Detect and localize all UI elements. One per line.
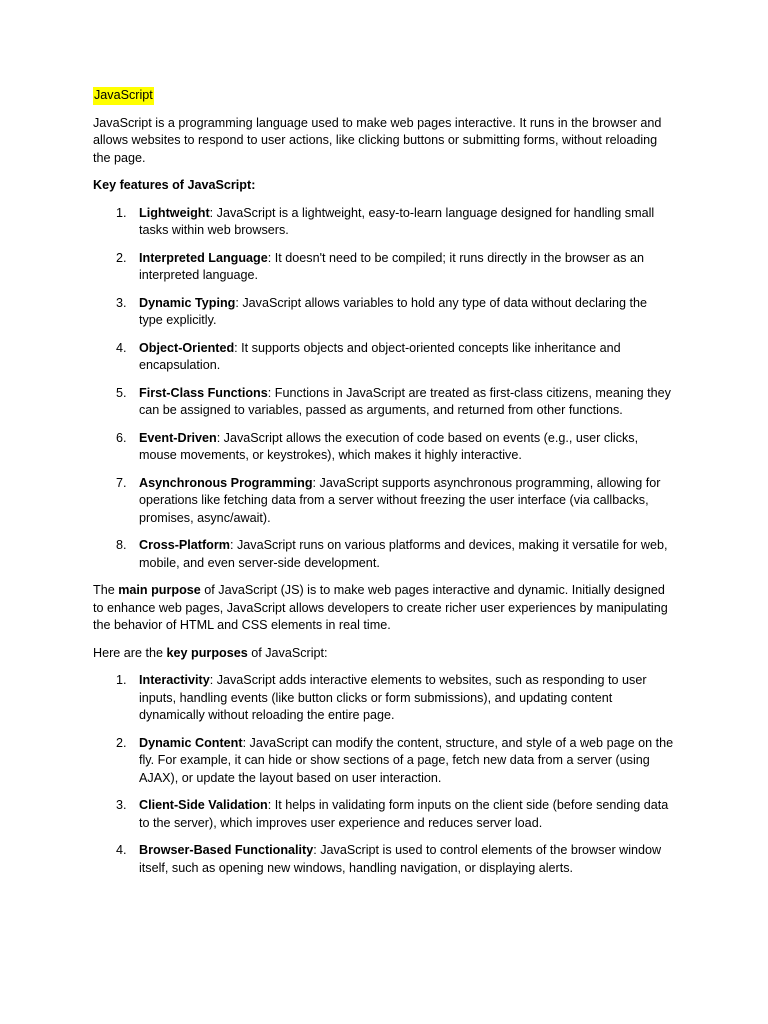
document-title: JavaScript — [93, 87, 154, 105]
purpose-term: Interactivity — [139, 673, 210, 687]
list-number: 1. — [116, 205, 127, 220]
list-item — [93, 537, 674, 572]
list-item — [93, 842, 674, 877]
list-number: 7. — [116, 475, 127, 490]
feature-term: Event-Driven — [139, 430, 217, 445]
list-number: 2. — [116, 250, 127, 265]
purpose-desc: : JavaScript adds interactive elements to websites, such as responding to user inputs, handling events (like button clicks or form submissions), and updating content dynamically without reloading the entire page. — [139, 673, 647, 722]
purposes-intro — [93, 645, 674, 663]
feature-desc: : It supports objects and object-oriented concepts like inheritance and encapsulation. — [139, 340, 621, 372]
list-number: 1. — [116, 673, 127, 687]
feature-desc: : Functions in JavaScript are treated as first-class citizens, meaning they can be assigned to variables, passed as arguments, and returned from other functions. — [139, 385, 671, 417]
feature-term: Lightweight — [139, 205, 210, 220]
main-purpose-bold: main purpose — [118, 583, 201, 597]
list-item — [93, 475, 674, 528]
text-run: of JavaScript (JS) is to make web pages interactive and dynamic. Initially designed to enhance web pages, JavaScript allows developers to create richer user experiences by manipulating the behavior of HTML and CSS elements in real time. — [93, 583, 668, 632]
feature-desc: : It doesn't need to be compiled; it runs directly in the browser as an interpreted language. — [139, 250, 644, 282]
text-run: The — [93, 583, 119, 597]
purpose-desc: : JavaScript is used to control elements of the browser window itself, such as opening new windows, handling navigation, or displaying alerts. — [139, 843, 662, 875]
intro-paragraph: JavaScript is a programming language used to make web pages interactive. It runs in the browser and allows websites to respond to user actions, like clicking buttons or submitting forms, without reloading the page. — [93, 115, 662, 165]
list-number: 3. — [116, 295, 127, 310]
feature-term: Asynchronous Programming — [139, 475, 313, 490]
feature-desc: : JavaScript allows variables to hold any type of data without declaring the type explicitly. — [139, 295, 647, 327]
features-heading: Key features of JavaScript: — [93, 178, 256, 192]
list-number: 8. — [116, 538, 127, 552]
list-item — [93, 430, 674, 465]
main-purpose-paragraph — [93, 582, 674, 635]
feature-term: First-Class Functions — [139, 385, 268, 400]
list-number: 4. — [116, 340, 127, 355]
feature-desc: : JavaScript runs on various platforms and devices, making it versatile for web, mobile, and even server-side development. — [139, 538, 668, 570]
list-item — [93, 797, 674, 832]
list-number: 4. — [116, 843, 127, 857]
key-purposes-bold: key purposes — [166, 645, 248, 660]
feature-term: Interpreted Language — [139, 250, 268, 265]
list-item — [93, 250, 674, 285]
feature-desc: : JavaScript allows the execution of code based on events (e.g., user clicks, mouse movements, or keystrokes), which makes it highly interactive. — [139, 430, 639, 462]
feature-term: Dynamic Typing — [139, 295, 236, 310]
list-item — [93, 385, 674, 420]
feature-term: Object-Oriented — [139, 340, 235, 355]
purpose-desc: : JavaScript can modify the content, structure, and style of a web page on the fly. For example, it can hide or show sections of a page, fetch new data from a server (using AJAX), or update the layout based on user interaction. — [139, 735, 674, 785]
feature-desc: : JavaScript supports asynchronous programming, allowing for operations like fetching data from a server without freezing the user interface (via callbacks, promises, async/await). — [139, 475, 661, 525]
list-item — [93, 672, 674, 725]
list-number: 5. — [116, 385, 127, 400]
purpose-term: Client-Side Validation — [139, 798, 268, 812]
list-number: 3. — [116, 798, 127, 812]
purposes-list — [93, 672, 674, 877]
list-number: 2. — [116, 735, 127, 750]
purpose-term: Browser-Based Functionality — [139, 843, 314, 857]
purpose-term: Dynamic Content — [139, 735, 243, 750]
text-run: Here are the — [93, 645, 167, 660]
list-item — [93, 205, 674, 240]
text-run: of JavaScript: — [247, 645, 328, 660]
list-item — [93, 735, 674, 788]
list-number: 6. — [116, 430, 127, 445]
list-item — [93, 340, 674, 375]
feature-desc: : JavaScript is a lightweight, easy-to-learn language designed for handling small tasks within web browsers. — [139, 205, 655, 237]
list-item — [93, 295, 674, 330]
feature-term: Cross-Platform — [139, 538, 230, 552]
features-list — [93, 205, 674, 573]
purpose-desc: : It helps in validating form inputs on the client side (before sending data to the server), which improves user experience and reduces server load. — [139, 798, 669, 830]
